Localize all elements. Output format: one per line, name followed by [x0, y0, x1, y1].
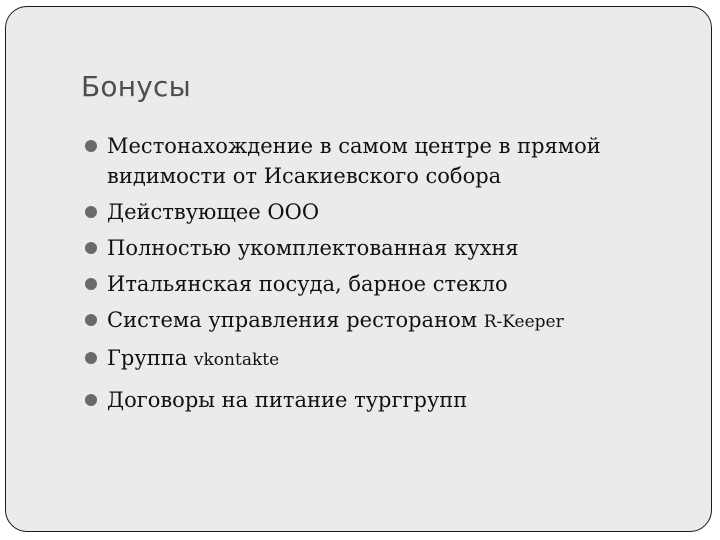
list-item: [85, 194, 685, 230]
slide-title: Бонусы: [81, 70, 191, 103]
bullet-icon: [85, 278, 97, 290]
list-item: [85, 382, 685, 418]
bullet-icon: [85, 242, 97, 254]
bullet-list: [85, 128, 685, 418]
slide-frame: [5, 6, 712, 532]
list-item: [85, 230, 685, 266]
bullet-icon: [85, 206, 97, 218]
list-item-text: Система управления рестораном: [107, 308, 484, 332]
list-item-text: Договоры на питание турггрупп: [107, 388, 468, 412]
list-item: [85, 302, 685, 340]
list-item-suffix: R-Keeper: [483, 312, 564, 332]
list-item-text: Полностью укомплектованная кухня: [107, 236, 519, 260]
bullet-icon: [85, 352, 97, 364]
list-item-text: Действующее ООО: [107, 200, 320, 224]
list-item-text: Местонахождение в самом центре в прямой видимости от Исакиевского собора: [107, 134, 601, 188]
bullet-icon: [85, 140, 97, 152]
bullet-icon: [85, 314, 97, 326]
list-item-text: Группа: [107, 346, 194, 370]
list-item-suffix: vkontakte: [193, 350, 280, 370]
list-item-text: Итальянская посуда, барное стекло: [107, 272, 508, 296]
bullet-icon: [85, 394, 97, 406]
list-item: [85, 128, 685, 194]
list-item: [85, 340, 685, 378]
list-item: [85, 266, 685, 302]
